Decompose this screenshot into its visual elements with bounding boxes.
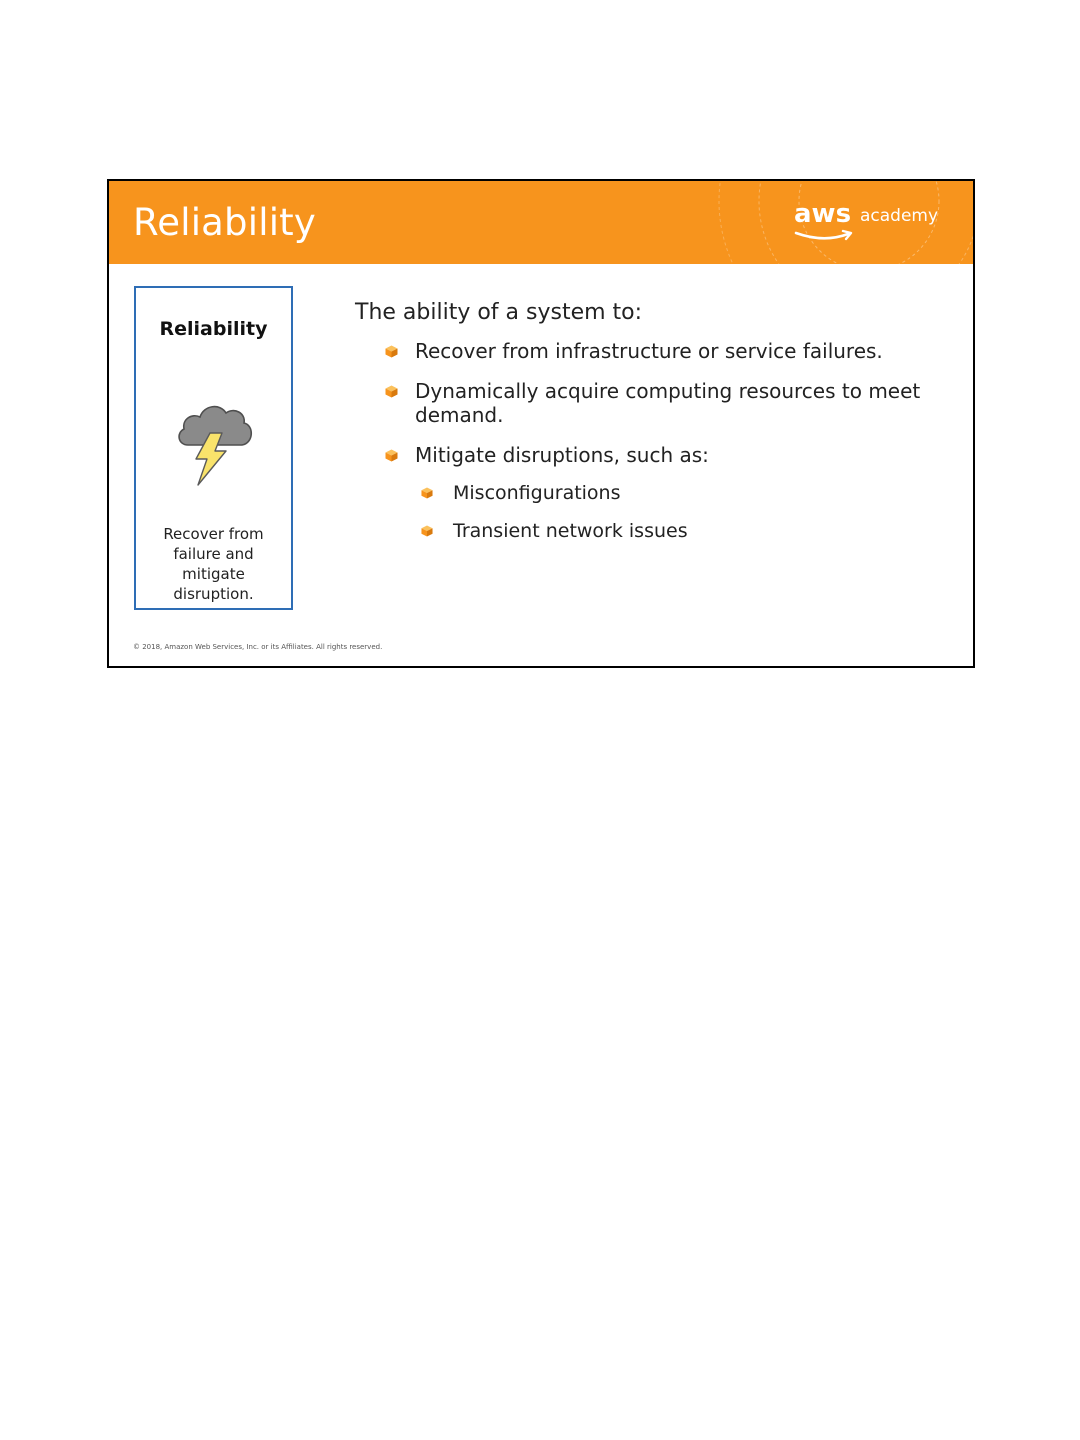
copyright-footer: © 2018, Amazon Web Services, Inc. or its Affiliates. All rights reserved. (133, 643, 383, 651)
cube-bullet-icon (385, 449, 398, 462)
cube-bullet-icon (385, 345, 398, 358)
bullet-text: Mitigate disruptions, such as: (415, 443, 709, 467)
card-caption: Recover from failure and mitigate disruption. (163, 525, 264, 603)
slide-title: Reliability (133, 201, 316, 244)
cube-bullet-icon (421, 487, 433, 499)
intro-text: The ability of a system to: (355, 300, 643, 325)
logo-aws-text: aws (794, 199, 852, 229)
logo-academy-text: academy (860, 206, 939, 226)
bullet-list (355, 339, 955, 543)
list-item (355, 443, 955, 543)
sub-bullet-text: Transient network issues (453, 520, 688, 542)
slide-content (355, 299, 955, 559)
card-title: Reliability (159, 318, 268, 340)
aws-academy-logo (794, 199, 944, 249)
slide-header (109, 181, 973, 264)
bullet-text: Recover from infrastructure or service failures. (415, 339, 883, 363)
bullet-text: Dynamically acquire computing resources to meet demand. (415, 379, 921, 427)
slide (107, 179, 975, 668)
list-item (355, 379, 955, 427)
pillar-card (134, 286, 293, 610)
sub-list-item (415, 481, 955, 505)
cube-bullet-icon (421, 525, 433, 537)
list-item (355, 339, 955, 363)
cloud-lightning-icon (174, 393, 254, 488)
cube-bullet-icon (385, 385, 398, 398)
aws-smile-icon (794, 229, 856, 243)
sub-list-item (415, 519, 955, 543)
sub-bullet-text: Misconfigurations (453, 482, 621, 504)
sub-bullet-list (415, 481, 955, 543)
